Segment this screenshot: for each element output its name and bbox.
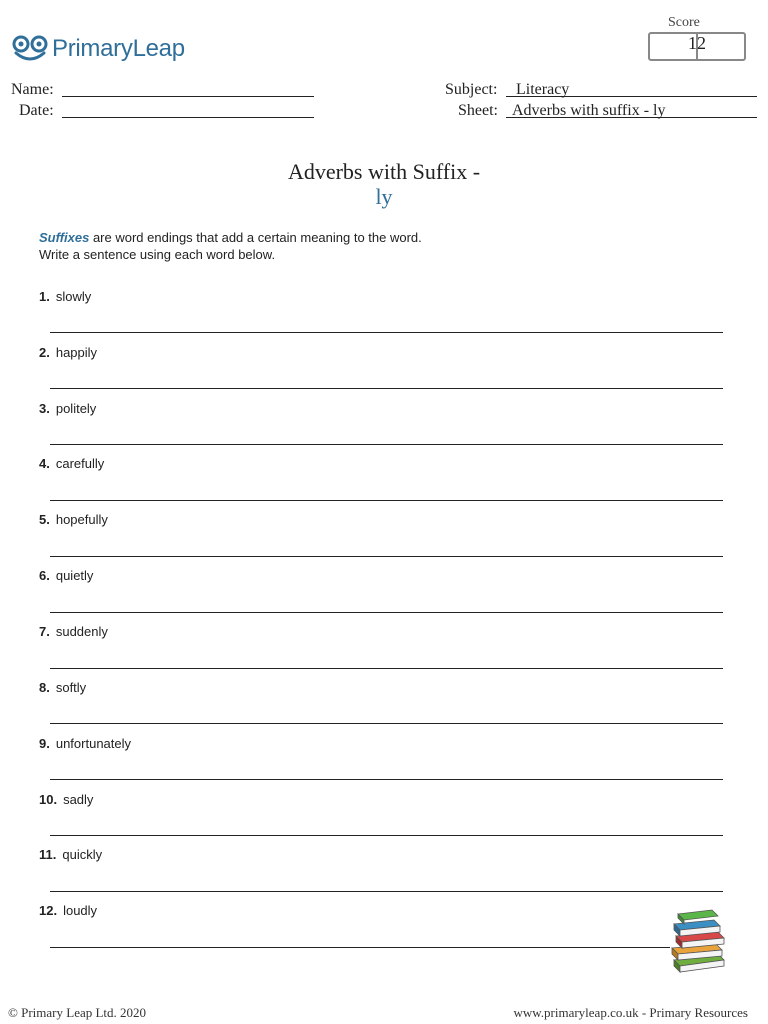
instructions bbox=[39, 229, 439, 263]
footer-website: www.primaryleap.co.uk - Primary Resources bbox=[513, 1005, 748, 1020]
question-number: 12. bbox=[39, 903, 58, 918]
sheet-label: Sheet: bbox=[458, 102, 498, 119]
subject-label: Subject: bbox=[445, 81, 498, 98]
page-title-suffix: ly bbox=[375, 184, 393, 209]
subject-value: Literacy bbox=[516, 81, 570, 98]
question-number: 7. bbox=[39, 624, 50, 639]
question-item bbox=[39, 345, 97, 360]
answer-line[interactable] bbox=[50, 332, 723, 333]
question-word: suddenly bbox=[55, 624, 108, 639]
answer-line[interactable] bbox=[50, 723, 723, 724]
question-word: carefully bbox=[55, 456, 105, 471]
brand-name: PrimaryLeap bbox=[52, 35, 185, 62]
answer-line[interactable] bbox=[50, 500, 723, 501]
question-word: sadly bbox=[63, 792, 94, 807]
question-word: quietly bbox=[55, 568, 94, 583]
instructions-keyword: Suffixes bbox=[39, 230, 90, 245]
date-field[interactable] bbox=[62, 101, 314, 118]
score-label: Score bbox=[668, 15, 700, 30]
question-number: 8. bbox=[39, 680, 50, 695]
name-label: Name: bbox=[11, 81, 54, 98]
answer-line[interactable] bbox=[50, 668, 723, 669]
question-word: happily bbox=[55, 345, 98, 360]
question-number: 9. bbox=[39, 736, 50, 751]
score-value: 12 bbox=[688, 33, 706, 53]
question-item bbox=[39, 512, 108, 527]
instructions-text: are word endings that add a certain meaning to the word. Write a sentence using each word below. bbox=[39, 230, 422, 262]
question-word: slowly bbox=[55, 289, 92, 304]
question-word: quickly bbox=[62, 847, 103, 862]
question-number: 10. bbox=[39, 792, 58, 807]
question-word: politely bbox=[55, 401, 97, 416]
date-label: Date: bbox=[19, 102, 54, 119]
question-word: unfortunately bbox=[55, 736, 132, 751]
answer-line[interactable] bbox=[50, 891, 723, 892]
question-number: 4. bbox=[39, 456, 50, 471]
question-number: 5. bbox=[39, 512, 50, 527]
question-item bbox=[39, 401, 96, 416]
question-number: 11. bbox=[39, 847, 57, 862]
brand-logo bbox=[12, 32, 185, 66]
sheet-value: Adverbs with suffix - ly bbox=[512, 102, 666, 119]
answer-line[interactable] bbox=[50, 556, 723, 557]
answer-line[interactable] bbox=[50, 612, 723, 613]
question-item bbox=[39, 903, 97, 918]
question-word: hopefully bbox=[55, 512, 108, 527]
answer-line[interactable] bbox=[50, 388, 723, 389]
books-stack-icon bbox=[668, 908, 728, 976]
question-item bbox=[39, 624, 108, 639]
question-number: 3. bbox=[39, 401, 50, 416]
page-title: Adverbs with Suffix - bbox=[287, 159, 481, 184]
question-item bbox=[39, 289, 91, 304]
answer-line[interactable] bbox=[50, 947, 670, 948]
question-item bbox=[39, 456, 104, 471]
question-word: loudly bbox=[63, 903, 98, 918]
answer-line[interactable] bbox=[50, 779, 723, 780]
question-item bbox=[39, 736, 131, 751]
question-item bbox=[39, 568, 93, 583]
question-number: 1. bbox=[39, 289, 50, 304]
answer-line[interactable] bbox=[50, 444, 723, 445]
question-item bbox=[39, 680, 86, 695]
question-word: softly bbox=[55, 680, 87, 695]
answer-line[interactable] bbox=[50, 835, 723, 836]
footer-copyright: © Primary Leap Ltd. 2020 bbox=[8, 1005, 147, 1020]
question-item bbox=[39, 792, 93, 807]
name-field[interactable] bbox=[62, 80, 314, 97]
frog-logo-icon bbox=[12, 35, 48, 63]
question-item bbox=[39, 847, 102, 862]
question-number: 2. bbox=[39, 345, 50, 360]
question-number: 6. bbox=[39, 568, 50, 583]
